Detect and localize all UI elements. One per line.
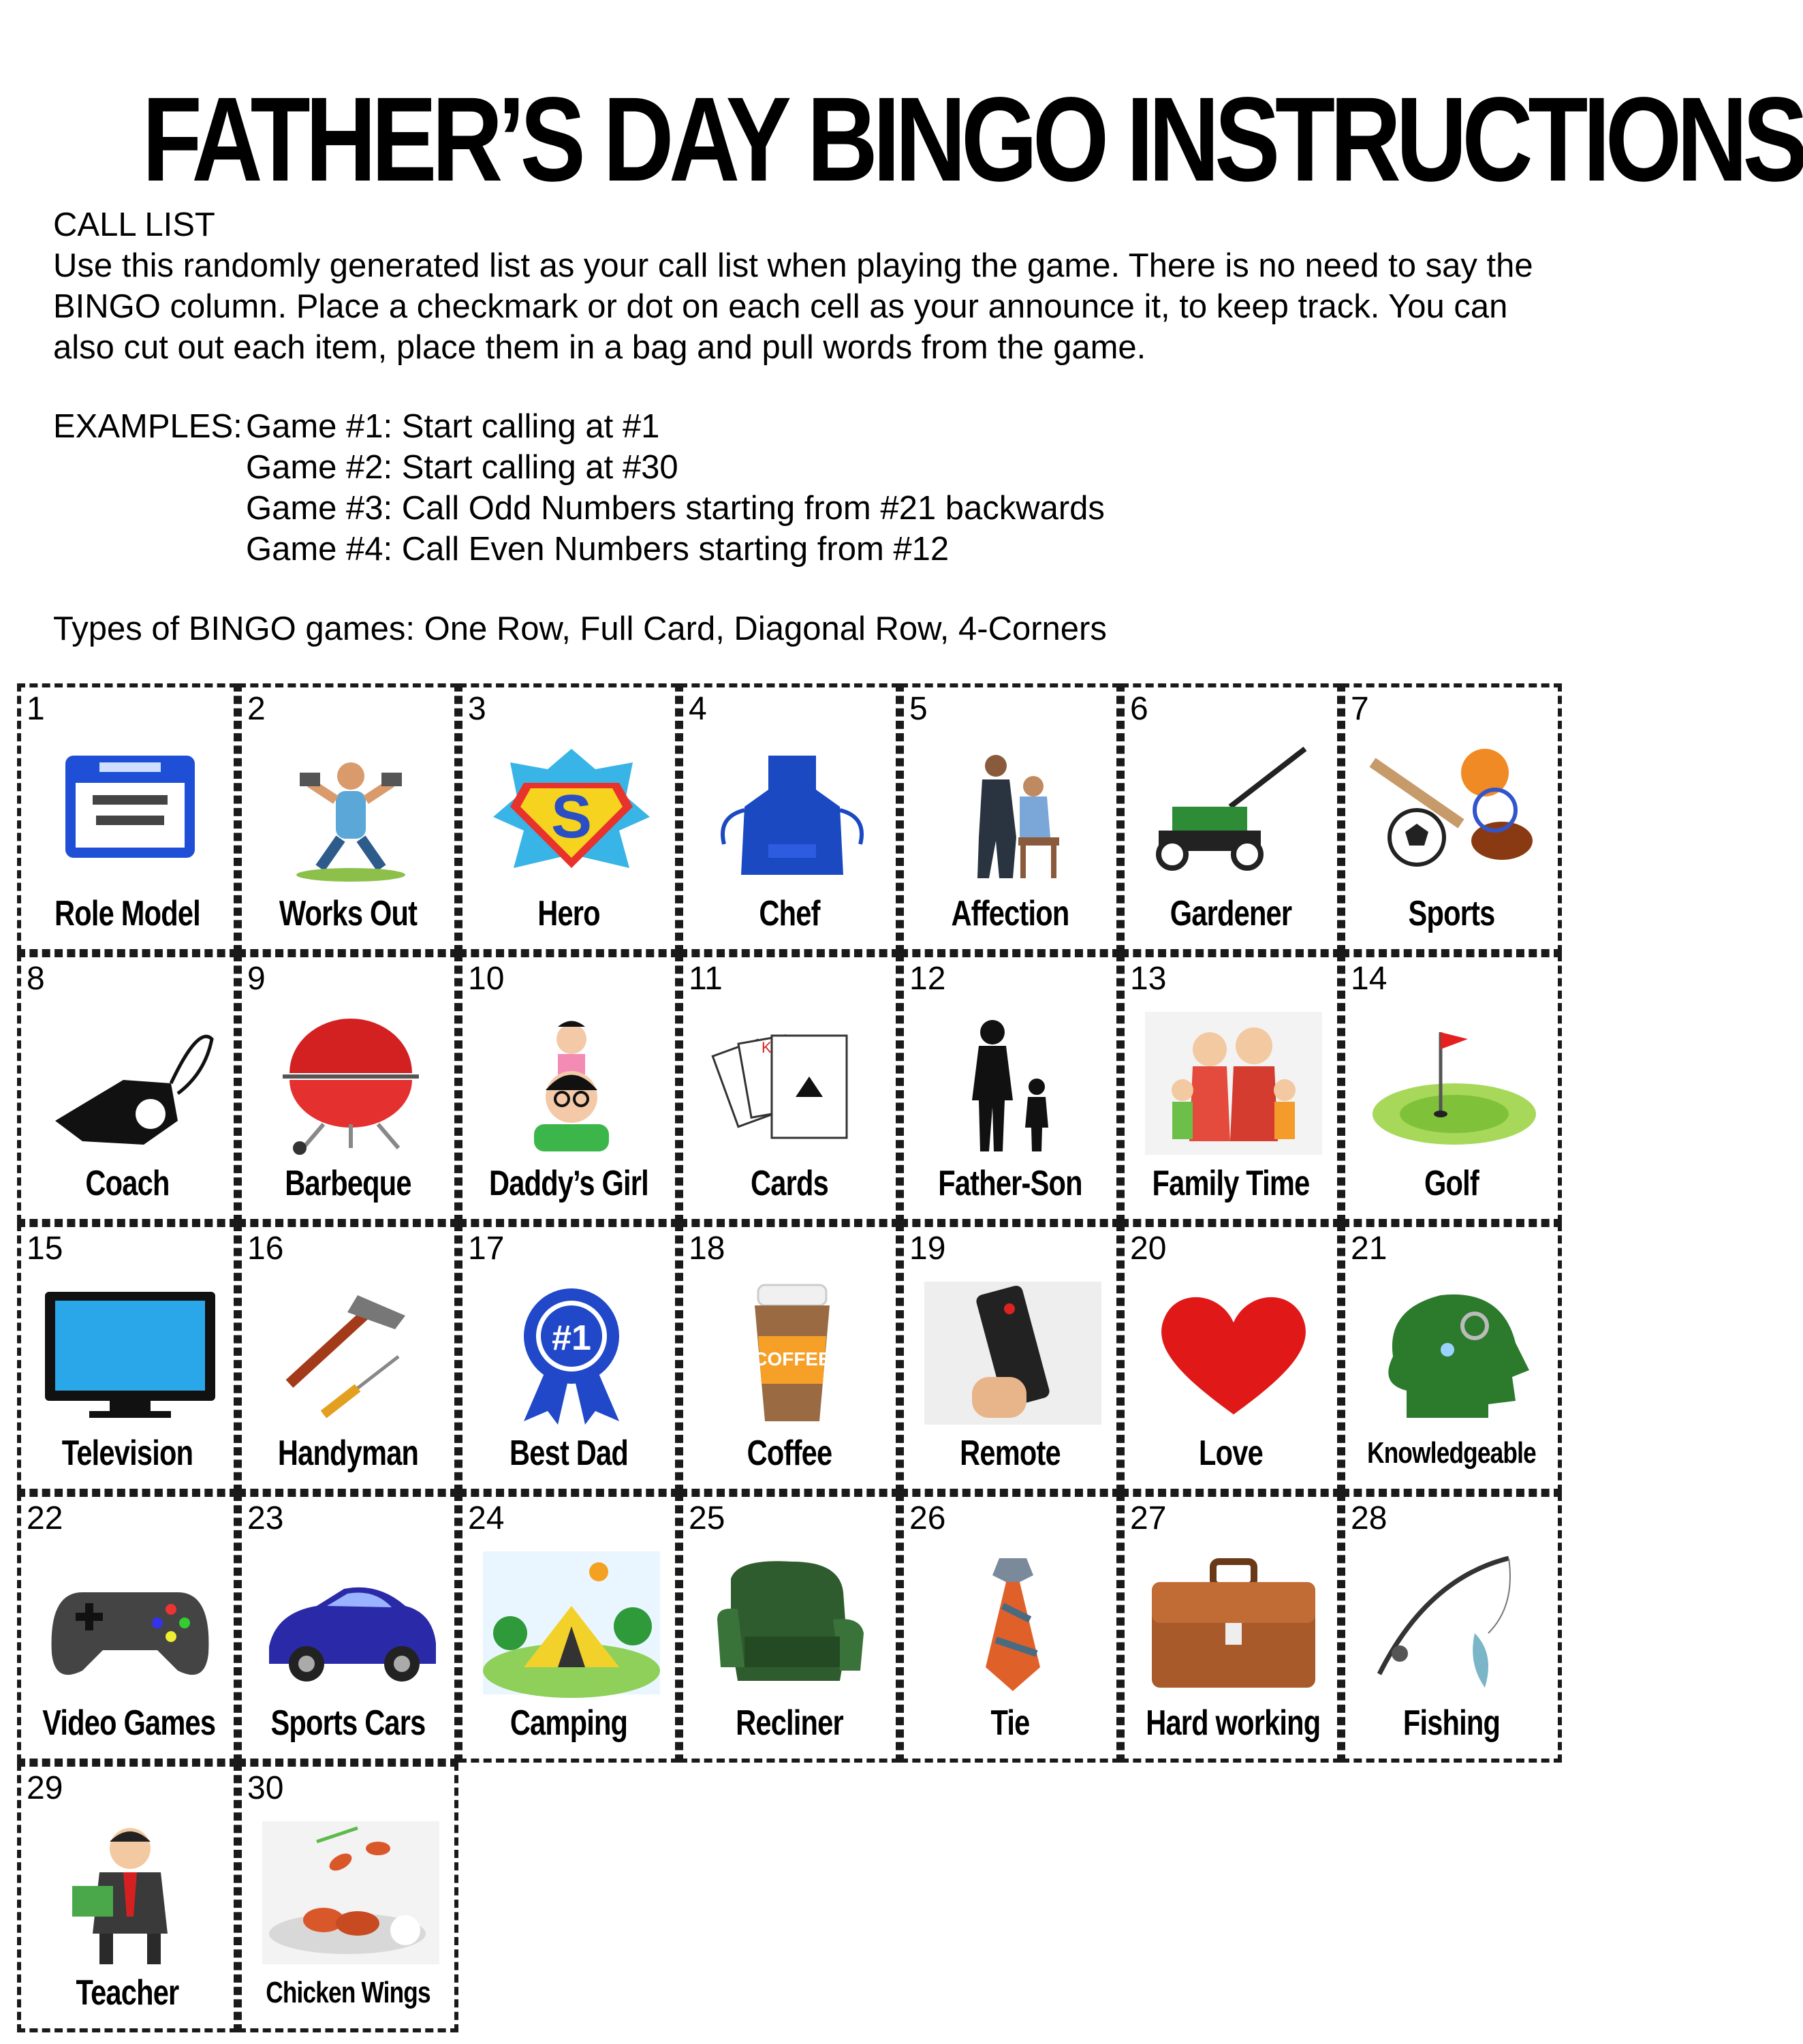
cell-number: 1 [27,691,45,727]
bingo-cell [238,1763,458,2032]
cell-number: 3 [468,691,486,727]
weightlifter-icon [262,742,439,885]
cell-label: Remote [960,1434,1061,1473]
television-icon [42,1282,219,1425]
bingo-cell [17,1493,238,1763]
cell-number: 9 [247,961,266,997]
cell-number: 10 [468,961,505,997]
cell-number: 12 [909,961,946,997]
bingo-cell [238,953,458,1223]
example-item: Game #1: Start calling at #1 [246,408,660,445]
call-list-heading: CALL LIST [53,206,215,243]
bingo-cell [238,1493,458,1763]
cell-number: 2 [247,691,266,727]
call-list-section [53,204,1552,368]
example-item: Game #2: Start calling at #30 [246,449,678,486]
cell-label: Best Dad [509,1434,628,1473]
bingo-cell [1120,683,1341,953]
bingo-cell [238,683,458,953]
tent-icon [483,1551,660,1694]
badge-text: COFFEE [753,1348,831,1369]
cell-number: 16 [247,1230,284,1267]
cell-number: 21 [1351,1230,1387,1267]
cell-label: Hero [537,894,600,933]
badge-text: #1 [552,1318,591,1358]
bingo-cell [900,1493,1120,1763]
game-controller-icon [42,1551,219,1694]
recliner-chair-icon [704,1551,881,1694]
bingo-cell [17,1763,238,2032]
cell-number: 28 [1351,1500,1387,1536]
bingo-cell [458,953,679,1223]
cell-number: 4 [689,691,707,727]
cell-label: Daddy’s Girl [489,1164,648,1203]
bingo-cell [900,683,1120,953]
cell-label: Knowledgeable [1367,1436,1536,1470]
cell-number: 29 [27,1770,63,1806]
cell-label: Gardener [1170,894,1292,933]
example-item: Game #4: Call Even Numbers starting from #12 [246,531,950,568]
cell-number: 25 [689,1500,725,1536]
cell-label: Tie [990,1703,1030,1743]
bingo-cell [17,953,238,1223]
cell-label: Chef [759,894,820,933]
bingo-cell [17,683,238,953]
hammer-screwdriver-icon [262,1282,439,1425]
coffee-cup-icon [704,1282,881,1425]
cell-label: Teacher [76,1973,179,2013]
cell-number: 8 [27,961,45,997]
cell-number: 19 [909,1230,946,1267]
bingo-cell [238,1223,458,1493]
bingo-cell [1341,953,1562,1223]
cell-number: 18 [689,1230,725,1267]
cell-number: 17 [468,1230,505,1267]
cell-label: Handyman [277,1434,419,1473]
cell-label: Cards [751,1164,828,1203]
family-icon [1145,1012,1322,1155]
cell-label: Coffee [747,1434,832,1473]
briefcase-icon [1145,1551,1322,1694]
cell-label: Sports [1408,894,1495,933]
whistle-icon [42,1012,219,1155]
examples-section [53,406,1105,570]
cell-label: Golf [1424,1164,1479,1203]
bingo-cell [1120,1223,1341,1493]
daddy-daughter-icon [483,1012,660,1155]
cell-number: 14 [1351,961,1387,997]
cell-number: 24 [468,1500,505,1536]
cell-number: 23 [247,1500,284,1536]
cell-label: Barbeque [285,1164,411,1203]
golf-flag-icon [1366,1012,1543,1155]
cell-label: Video Games [42,1703,216,1743]
bingo-cell [679,1223,900,1493]
apron-icon [704,742,881,885]
cell-number: 20 [1130,1230,1167,1267]
cell-number: 26 [909,1500,946,1536]
bingo-cell [1341,1493,1562,1763]
cell-number: 30 [247,1770,284,1806]
sports-car-icon [262,1551,439,1694]
playing-cards-icon [704,1012,881,1155]
bingo-cell [1120,1493,1341,1763]
cell-label: Family Time [1152,1164,1310,1203]
svg-text:S: S [550,783,593,851]
remote-control-icon [924,1282,1101,1425]
cell-label: Hard working [1146,1703,1321,1743]
cell-number: 7 [1351,691,1369,727]
examples-label: EXAMPLES: [53,408,242,445]
cell-number: 11 [689,961,723,997]
heart-icon [1145,1282,1322,1425]
necktie-icon [924,1551,1101,1694]
cell-label: Camping [509,1703,628,1743]
teacher-icon [42,1821,219,1964]
cell-number: 13 [1130,961,1167,997]
cell-label: Affection [951,894,1069,933]
call-list-text: Use this randomly generated list as your call list when playing the game. There is no need to say the BINGO column. Place a checkmark or dot on each cell as your announce it, to keep track. You can also cut out each item, place them in a bag and pull words from the game. [53,247,1533,366]
grill-icon [262,1012,439,1155]
bingo-cell [679,683,900,953]
cell-label: Works Out [279,894,418,933]
cell-label: Chicken Wings [266,1976,430,2009]
super-dad-shield-icon [483,742,660,885]
cell-label: Role Model [54,894,200,933]
cell-number: 5 [909,691,928,727]
cell-label: Television [61,1434,193,1473]
cell-label: Recliner [736,1703,843,1743]
cell-number: 27 [1130,1500,1167,1536]
bingo-cell [1341,683,1562,953]
bingo-cell [1120,953,1341,1223]
father-son-silhouette-icon [924,1012,1101,1155]
bingo-cell [900,953,1120,1223]
sports-balls-icon [1366,742,1543,885]
fishing-rod-icon [1366,1551,1543,1694]
example-item: Game #3: Call Odd Numbers starting from #21 backwards [246,490,1105,527]
bingo-cell [1341,1223,1562,1493]
cell-label: Sports Cars [270,1703,426,1743]
cell-label: Coach [85,1164,170,1203]
bingo-cell [679,953,900,1223]
cell-label: Love [1199,1434,1263,1473]
cell-number: 15 [27,1230,63,1267]
ribbon-award-icon [483,1282,660,1425]
bingo-cell [458,683,679,953]
bingo-types: Types of BINGO games: One Row, Full Card, Diagonal Row, 4-Corners [53,610,1107,647]
chicken-wings-icon [262,1821,439,1964]
father-hug-icon [924,742,1101,885]
bingo-cell [458,1493,679,1763]
bingo-cell [679,1493,900,1763]
bingo-cell [17,1223,238,1493]
bingo-cell [900,1223,1120,1493]
cell-number: 22 [27,1500,63,1536]
svg-text:K: K [762,1039,772,1056]
bingo-cell [458,1223,679,1493]
cell-label: Father-Son [938,1164,1082,1203]
lawn-mower-icon [1145,742,1322,885]
brain-head-icon [1366,1282,1543,1425]
cell-label: Fishing [1402,1703,1501,1743]
role-model-badge-icon [42,742,219,885]
page-title: FATHER’S DAY BINGO INSTRUCTIONS [142,73,1803,206]
cell-number: 6 [1130,691,1148,727]
